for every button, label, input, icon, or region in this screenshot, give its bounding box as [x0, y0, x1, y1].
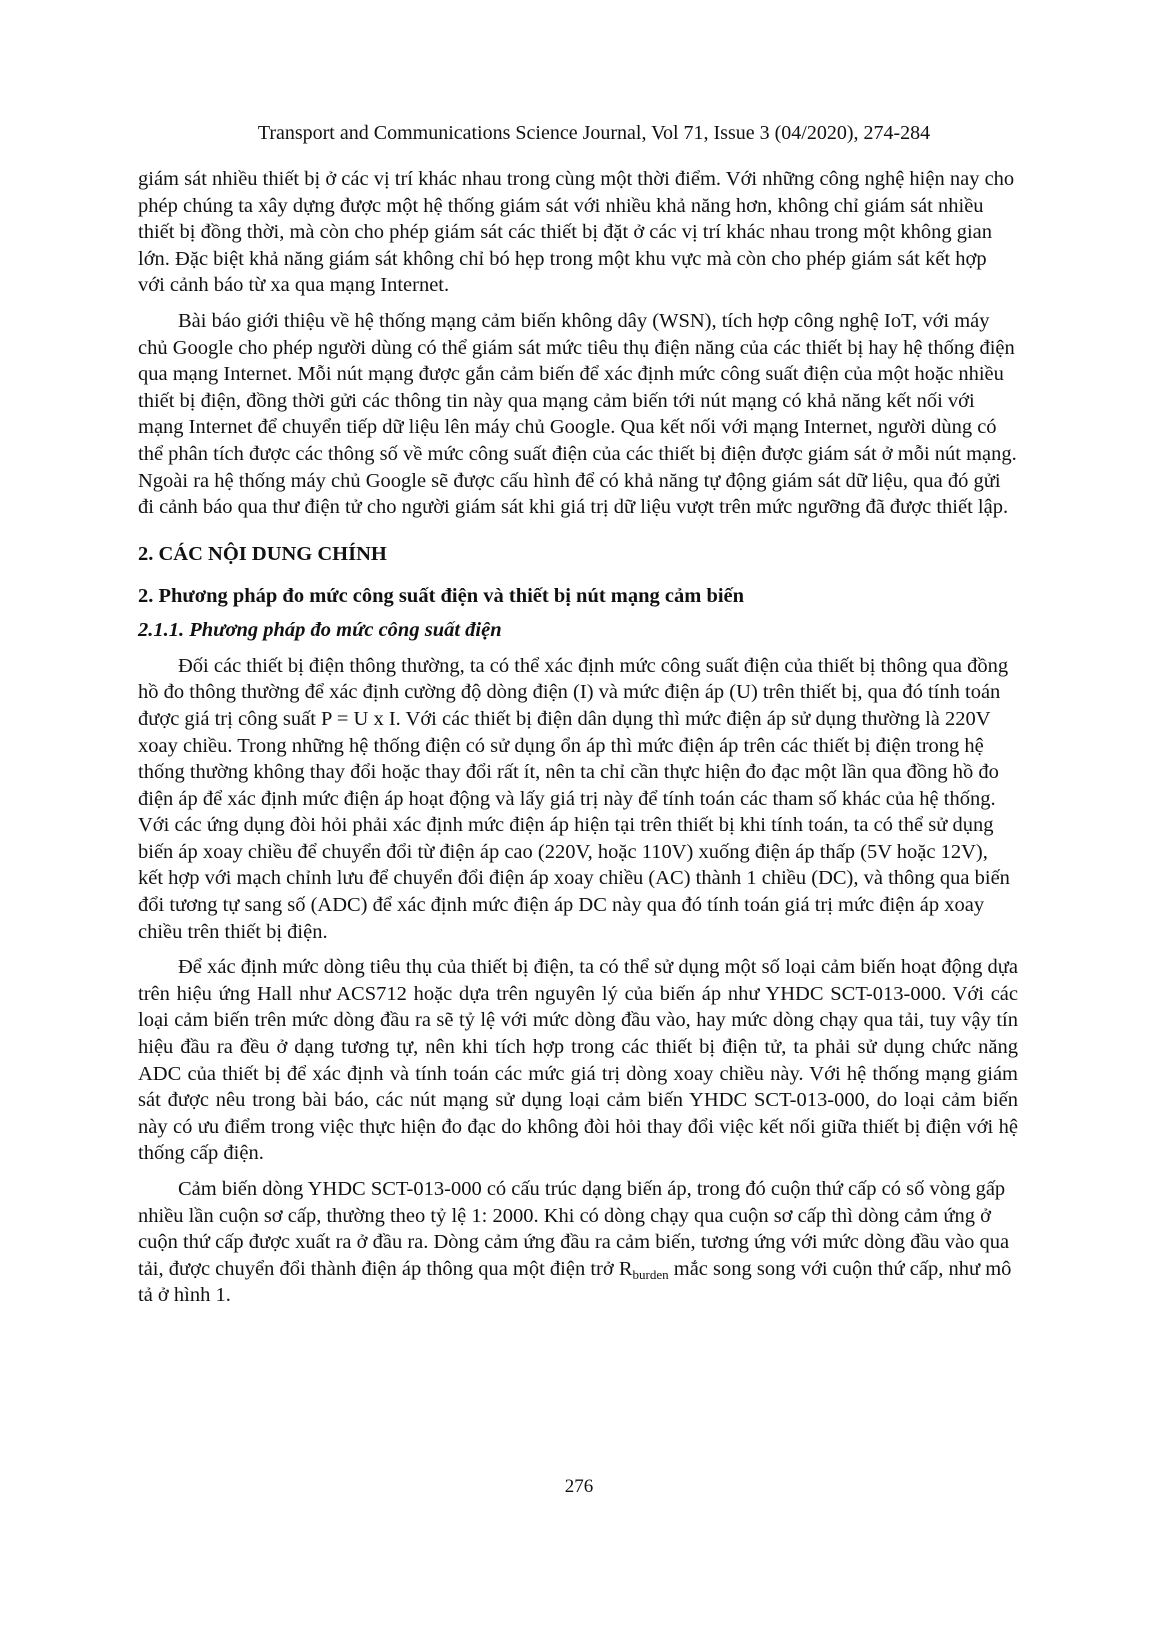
body-text — [138, 166, 1018, 1318]
sct013-paragraph — [138, 1176, 1018, 1309]
sct013-paragraph-end: mắc song song với cuộn thứ cấp, như mô tả ở hình 1. — [138, 1257, 1012, 1307]
subsection-heading: 2. Phương pháp đo mức công suất điện và thiết bị nút mạng cảm biến — [138, 584, 745, 607]
page-number: 276 — [564, 1476, 594, 1497]
power-measurement-paragraph: Đối các thiết bị điện thông thường, ta có thể xác định mức công suất điện của thiết bị thông qua đồng hồ đo thông thường để xác định cường độ dòng điện (I) và mức điện áp (U) trên thiết bị, qua đó tính toán được giá trị công suất P = U x I. Với các thiết bị điện dân dụng thì mức điện áp sử dụng thường là 220V xoay chiều. Trong những hệ thống điện có sử dụng ổn áp thì mức điện áp trên các thiết bị điện trong hệ thống thường không thay đổi hoặc thay đổi rất ít, nên ta chỉ cần thực hiện đo đạc một lần qua đồng hồ đo điện áp để xác định mức điện áp hoạt động và lấy giá trị này để tính toán các tham số khác của hệ thống. Với các ứng dụng đòi hỏi phải xác định mức điện áp hiện tại trên thiết bị khi tính toán, ta có thể sử dụng biến áp xoay chiều để chuyển đổi từ điện áp cao (220V, hoặc 110V) xuống điện áp thấp (5V hoặc 12V), kết hợp với mạch chỉnh lưu để chuyển đổi điện áp xoay chiều (AC) thành 1 chiều (DC), và thông qua biến đổi tương tự sang số (ADC) để xác định mức điện áp DC này qua đó tính toán giá trị mức điện áp xoay chiều trên thiết bị điện. — [138, 654, 1010, 943]
section-heading: 2. CÁC NỘI DUNG CHÍNH — [138, 542, 387, 565]
current-sensor-paragraph: Để xác định mức dòng tiêu thụ của thiết bị điện, ta có thể sử dụng một số loại cảm biến hoạt động dựa trên hiệu ứng Hall như ACS712 hoặc dựa trên nguyên lý của biến áp như YHDC SCT-013-000. Với các loại cảm biến trên mức dòng đầu ra sẽ tỷ lệ với mức dòng đầu vào, hay mức dòng chạy qua tải, tuy vậy tín hiệu đầu ra đều ở dạng tương tự, nên khi tích hợp trong các thiết bị điện tử, ta phải sử dụng chức năng ADC của thiết bị để xác định và tính toán các mức giá trị dòng xoay chiều này. Với hệ thống mạng giám sát được nêu trong bài báo, các nút mạng sử dụng loại cảm biến YHDC SCT-013-000, do loại cảm biến này có ưu điểm trong việc thực hiện đo đạc do không đòi hỏi thay đổi việc kết nối giữa thiết bị điện với hệ thống cấp điện. — [138, 956, 1018, 1165]
intro-paragraph-wsn: Bài báo giới thiệu về hệ thống mạng cảm biến không dây (WSN), tích hợp công nghệ IoT, với máy chủ Google cho phép người dùng có thể giám sát mức tiêu thụ điện năng của các thiết bị hay hệ thống điện qua mạng Internet. Mỗi nút mạng được gắn cảm biến để xác định mức công suất điện của một hoặc nhiều thiết bị điện, đồng thời gửi các thông tin này qua mạng cảm biến tới nút mạng có khả năng kết nối với mạng Internet để chuyển tiếp dữ liệu lên máy chủ Google. Qua kết nối với mạng Internet, người dùng có thể phân tích được các thông số về mức công suất điện của các thiết bị điện được giám sát ở mỗi nút mạng. Ngoài ra hệ thống máy chủ Google sẽ được cấu hình để có khả năng tự động giám sát dữ liệu, qua đó gửi đi cảnh báo qua thư điện tử cho người giám sát khi giá trị dữ liệu vượt trên mức ngưỡng đã được thiết lập. — [138, 309, 1017, 519]
burden-subscript: burden — [632, 1266, 669, 1282]
running-header: Transport and Communications Science Journal, Vol 71, Issue 3 (04/2020), 274-284 — [257, 122, 931, 144]
intro-continuation-paragraph: giám sát nhiều thiết bị ở các vị trí khác nhau trong cùng một thời điểm. Với những công nghệ hiện nay cho phép chúng ta xây dựng được một hệ thống giám sát với nhiều khả năng hơn, không chỉ giám sát nhiều thiết bị đồng thời, mà còn cho phép giám sát các thiết bị đặt ở các vị trí khác nhau trong một không gian lớn. Đặc biệt khả năng giám sát không chỉ bó hẹp trong một khu vực mà còn cho phép giám sát kết hợp với cảnh báo từ xa qua mạng Internet. — [138, 168, 1015, 297]
sct013-paragraph-start: Cảm biến dòng YHDC SCT-013-000 có cấu trúc dạng biến áp, trong đó cuộn thứ cấp có số vòng gấp nhiều lần cuộn sơ cấp, thường theo tỷ lệ 1: 2000. Khi có dòng chạy qua cuộn sơ cấp thì dòng cảm ứng ở cuộn thứ cấp được xuất ra ở đầu ra. Dòng cảm ứng đầu ra cảm biến, tương ứng với mức dòng đầu vào qua tải, được chuyển đổi thành điện áp thông qua một điện trở R — [138, 1178, 1010, 1280]
subsubsection-heading: 2.1.1. Phương pháp đo mức công suất điện — [138, 618, 502, 641]
